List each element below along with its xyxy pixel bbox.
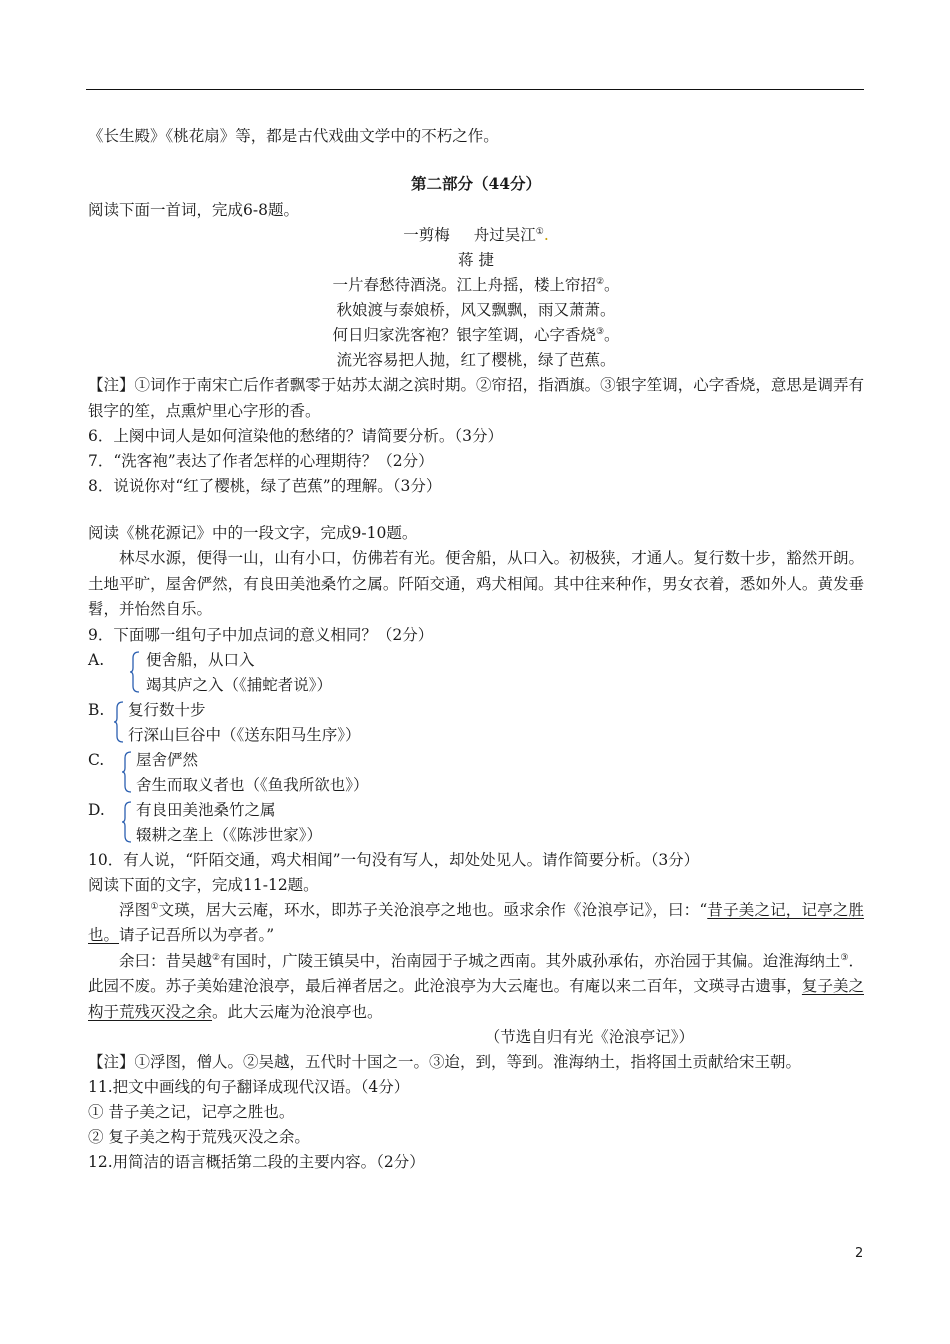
footnote-marker: ③	[595, 326, 605, 337]
brace-icon	[130, 650, 140, 694]
poem	[88, 223, 864, 373]
text3-instruction: 阅读下面的文字，完成11-12题。	[88, 875, 319, 894]
option-label: A.	[88, 650, 105, 669]
option-a	[88, 648, 864, 698]
prose-instruction: 阅读《桃花源记》中的一段文字，完成9-10题。	[88, 524, 418, 542]
question-6: 6．上阕中词人是如何渲染他的愁绪的？请简要分析。（3分）	[88, 427, 503, 445]
question-10: 10．有人说，“阡陌交通，鸡犬相闻”一句没有写人，却处处见人。请作简要分析。（3分）	[88, 850, 700, 869]
question-11: 11.把文中画线的句子翻译成现代汉语。（4分）	[88, 1078, 410, 1096]
poem-line: 秋娘渡与泰娘桥，风又飘飘，雨又萧萧。	[336, 301, 616, 319]
poem-line: 何日归家洗客袍？银字笙调，心字香烧③。	[332, 326, 620, 344]
section-title: 第二部分（44分）	[410, 174, 542, 193]
option-c	[88, 748, 864, 798]
question-12: 12.用简洁的语言概括第二段的主要内容。（2分）	[88, 1153, 425, 1171]
brace-icon	[114, 700, 124, 744]
poem-instruction: 阅读下面一首词，完成6-8题。	[88, 201, 299, 219]
option-d	[88, 798, 864, 848]
poem-title	[88, 223, 864, 248]
poem-line: 一片春愁待酒浇。江上舟摇，楼上帘招②。	[332, 276, 620, 294]
intro-line: 《长生殿》《桃花扇》等，都是古代戏曲文学中的不朽之作。	[88, 127, 499, 145]
question-11-item-1: ① 昔子美之记，记亭之胜也。	[88, 1103, 295, 1121]
option-label: B.	[88, 700, 105, 719]
footnote-marker: ②	[595, 276, 605, 287]
question-7: 7．“洗客袍”表达了作者怎样的心理期待？（2分）	[88, 452, 434, 470]
underlined-sentence: 复子美之构于荒残灭没之余	[88, 977, 864, 1021]
prose-passage: 林尽水源，便得一山，山有小口，仿佛若有光。便舍船，从口入。初极狭，才通人。复行数十步，豁然开朗。土地平旷，屋舍俨然，有良田美池桑竹之属。阡陌交通，鸡犬相闻。其中往来种作，男女衣着，悉如外人。黄发垂髫，并怡然自乐。	[88, 549, 864, 618]
option-label: D.	[88, 800, 105, 819]
option-b	[88, 698, 864, 748]
option-sentence: 舍生而取义者也（《鱼我所欲也》）	[136, 775, 369, 794]
option-sentence: 屋舍俨然	[136, 750, 199, 769]
poem-line: 流光容易把人抛，红了樱桃，绿了芭蕉。	[336, 351, 616, 369]
text3-note: 【注】①浮图，僧人。②吴越，五代时十国之一。③迨，到，等到。淮海纳土，指将国土贡献给宋王朝。	[88, 1053, 802, 1071]
option-sentence: 辍耕之垄上（《陈涉世家》）	[136, 825, 323, 844]
option-sentence: 便舍船，从口入	[146, 650, 255, 669]
text3-source: （节选自归有光《沧浪亭记》）	[484, 1028, 694, 1046]
header-rule	[86, 89, 864, 90]
footnote-marker: ②	[212, 952, 221, 963]
brace-icon	[122, 750, 132, 794]
option-sentence: 竭其庐之入（《捕蛇者说》）	[146, 675, 333, 694]
footnote-marker: ①	[150, 901, 159, 912]
question-9: 9．下面哪一组句子中加点词的意义相同？（2分）	[88, 625, 434, 644]
page-content	[88, 124, 864, 1175]
footnote-marker: ③	[840, 952, 849, 963]
option-label: C.	[88, 750, 105, 769]
poem-author: 蒋 捷	[458, 251, 494, 269]
poem-title-text: 舟过吴江①.	[473, 226, 549, 244]
poem-tune: 一剪梅	[403, 226, 450, 244]
underlined-sentence: 昔子美之记，记亭之胜也。	[88, 900, 864, 944]
option-sentence: 有良田美池桑竹之属	[136, 800, 276, 819]
poem-note: 【注】①词作于南宋亡后作者飘零于姑苏太湖之滨时期。②帘招，指酒旗。③银字笙调，心字香烧，意思是调弄有银字的笙，点熏炉里心字形的香。	[88, 376, 864, 420]
option-sentence: 复行数十步	[128, 700, 206, 719]
option-sentence: 行深山巨谷中（《送东阳马生序》）	[128, 725, 361, 744]
text3-paragraph-1: 浮图①文瑛，居大云庵，环水，即苏子关沧浪亭之地也。亟求余作《沧浪亭记》，曰：“昔子美之记，记亭之胜也。请子记吾所以为亭者。”	[88, 900, 864, 944]
question-11-item-2: ② 复子美之构于荒残灭没之余。	[88, 1128, 310, 1146]
brace-icon	[122, 800, 132, 844]
footnote-marker: ①	[535, 226, 544, 237]
text3-paragraph-2: 余曰：昔吴越②有国时，广陵王镇吴中，治南园于子城之西南。其外戚孙承佑，亦治园于其偏。迨淮海纳土③．此园不废。苏子美始建沧浪亭，最后禅者居之。此沧浪亭为大云庵也。有庵以来二百年，文瑛寻古遗事，复子美之构于荒残灭没之余。此大云庵为沧浪亭也。	[88, 951, 864, 1021]
question-8: 8．说说你对“红了樱桃，绿了芭蕉”的理解。（3分）	[88, 477, 442, 495]
page-number: 2	[855, 1246, 864, 1261]
